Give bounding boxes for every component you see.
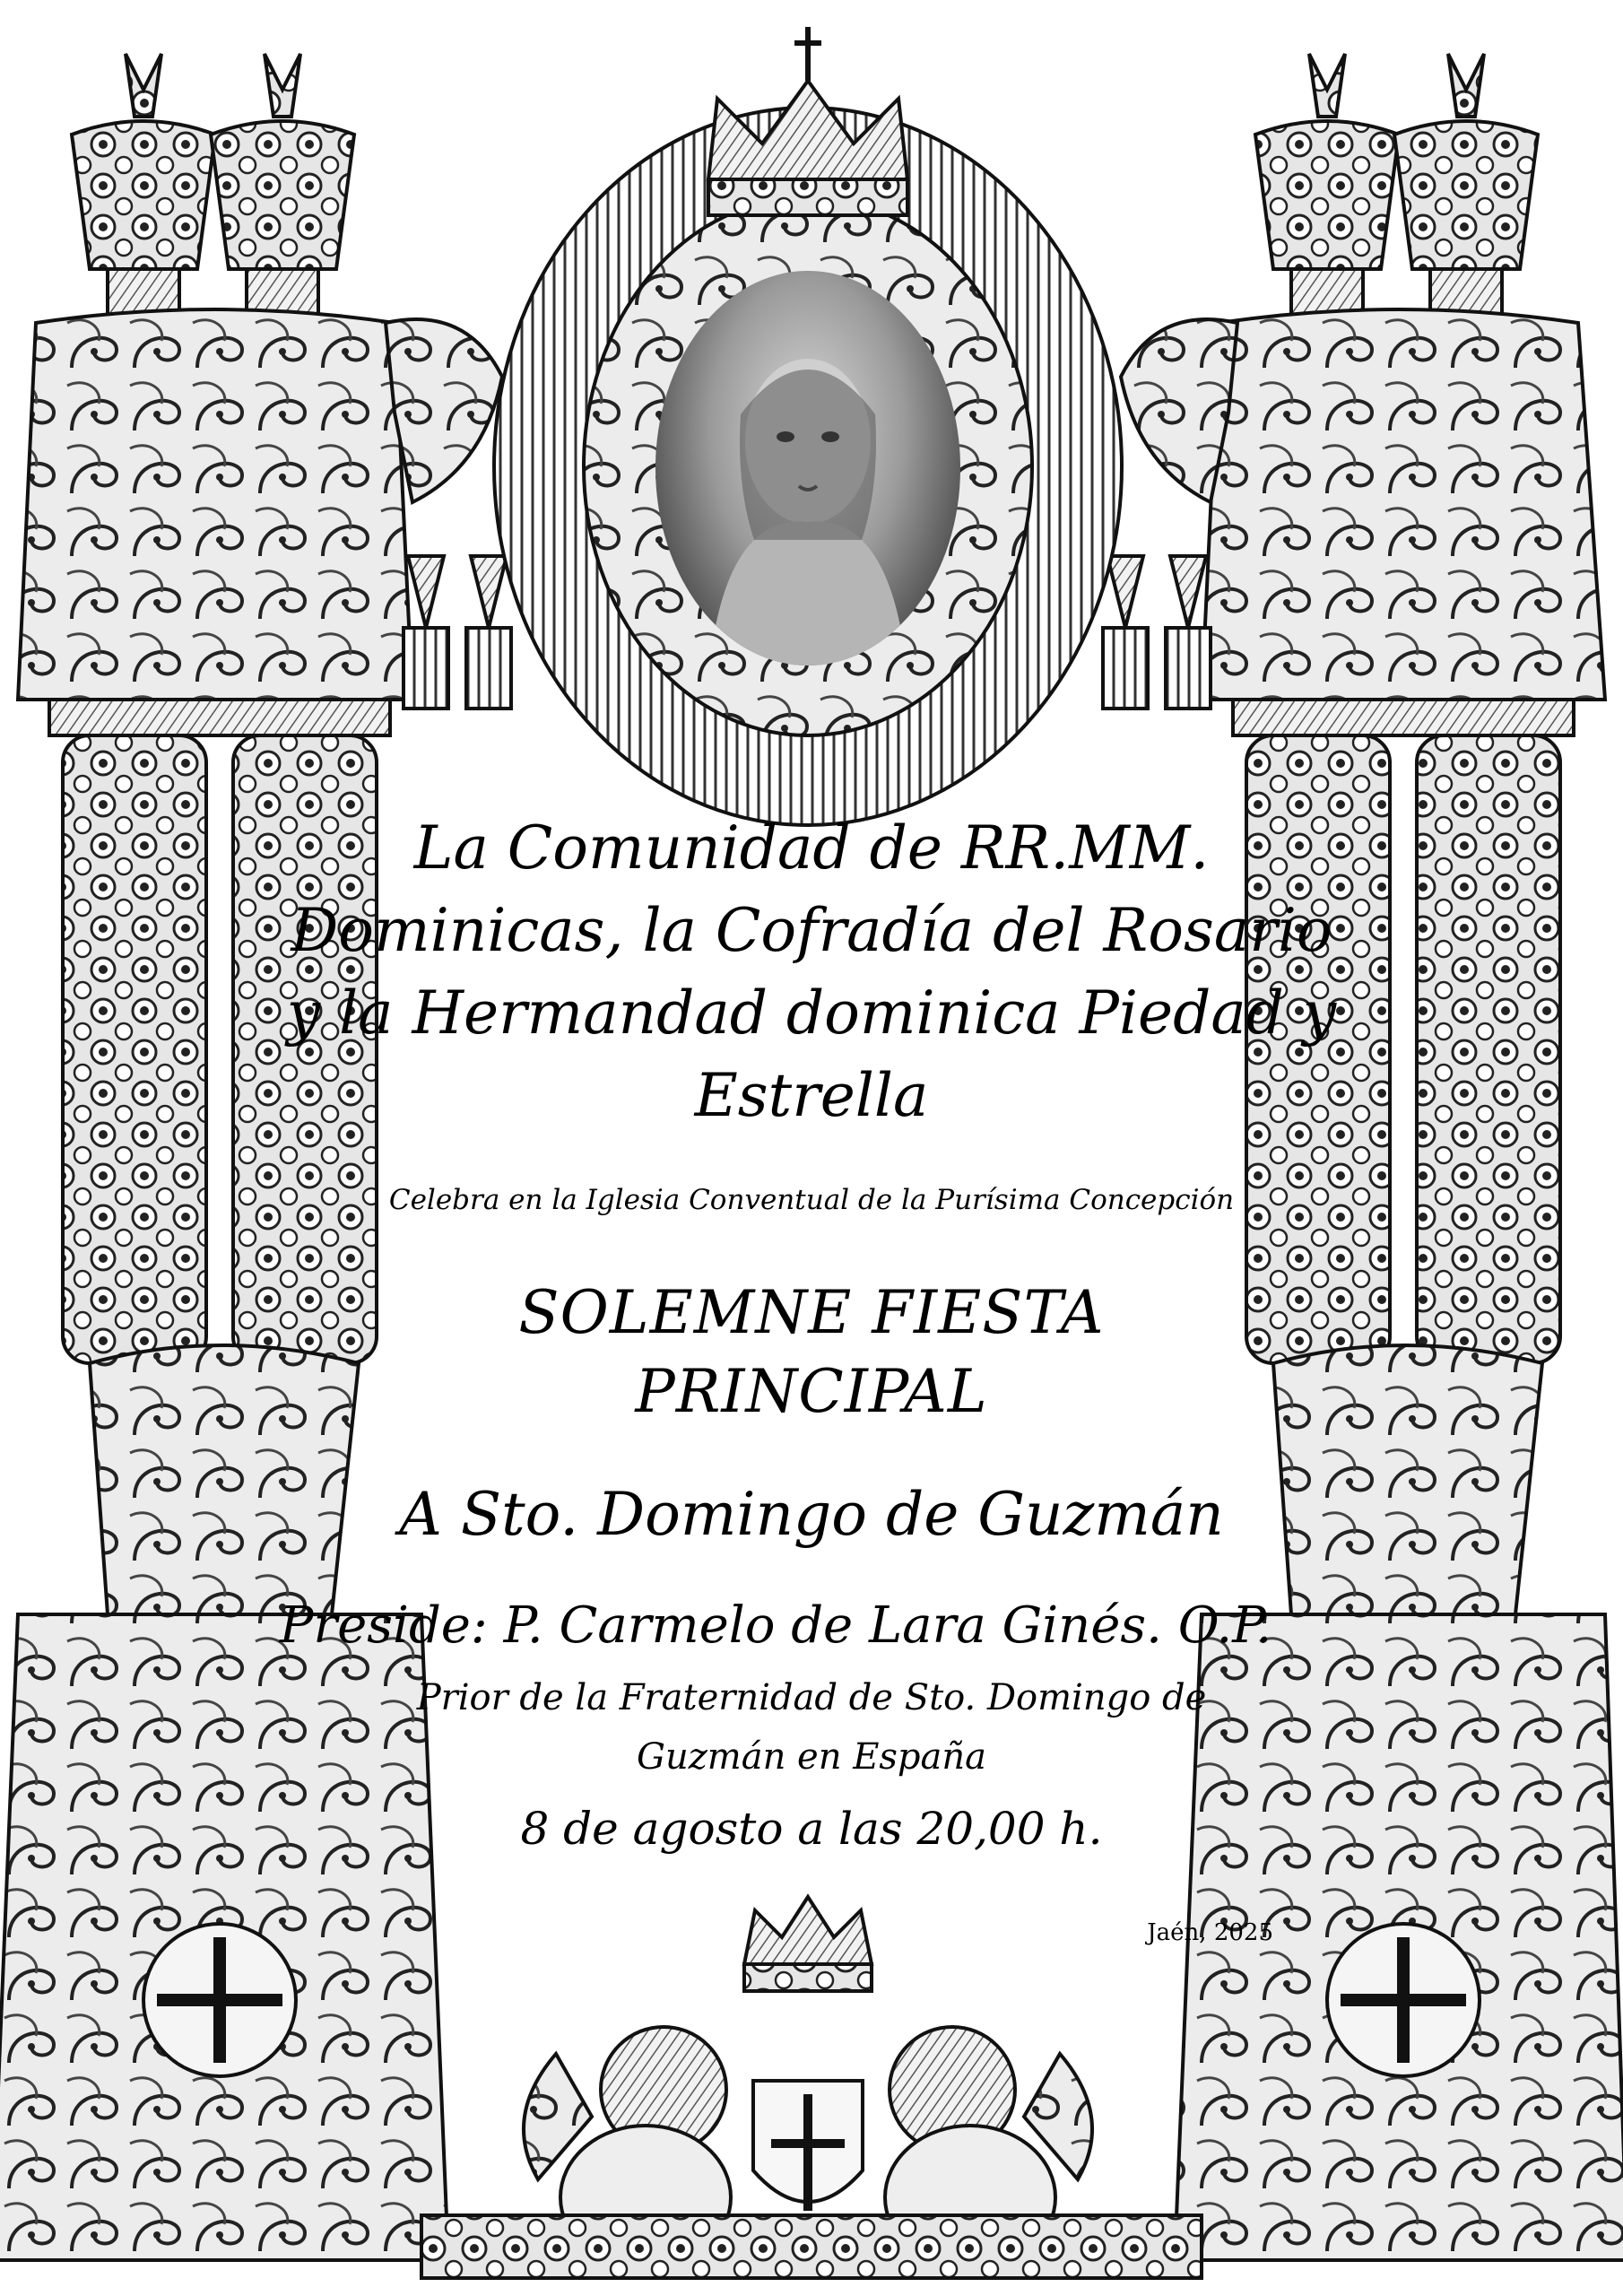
event-title-line-2: PRINCIPAL xyxy=(635,1357,988,1426)
event-title-line-1: SOLEMNE FIESTA xyxy=(518,1278,1105,1347)
preside-role-line-2: Guzmán en España xyxy=(637,1736,986,1778)
preside-role xyxy=(0,1668,1623,1787)
madonna-portrait xyxy=(655,271,960,665)
portrait-image xyxy=(655,271,960,665)
event-title xyxy=(0,1274,1623,1431)
heading-line-3: y la Hermandad dominica Piedad y xyxy=(286,978,1337,1048)
dedication: A Sto. Domingo de Guzmán xyxy=(399,1480,1224,1549)
footer-place-year: Jaén, 2025 xyxy=(1147,1919,1273,1946)
heading-line-2: Dominicas, la Cofradía del Rosario xyxy=(291,896,1332,965)
preside-role-line-1: Prior de la Fraternidad de Sto. Domingo de xyxy=(416,1677,1207,1718)
preside-line: Preside: P. Carmelo de Lara Ginés. O.P. xyxy=(279,1596,1272,1655)
heading-line-4: Estrella xyxy=(694,1061,929,1130)
event-date: 8 de agosto a las 20,00 h. xyxy=(520,1803,1103,1855)
heading-line-1: La Comunidad de RR.MM. xyxy=(413,813,1210,883)
heading xyxy=(0,807,1623,1137)
bottom-crest xyxy=(421,1897,1202,2278)
celebra-line: Celebra en la Iglesia Conventual de la Purísima Concepción xyxy=(388,1184,1235,1216)
left-column-ornament xyxy=(0,54,448,2260)
